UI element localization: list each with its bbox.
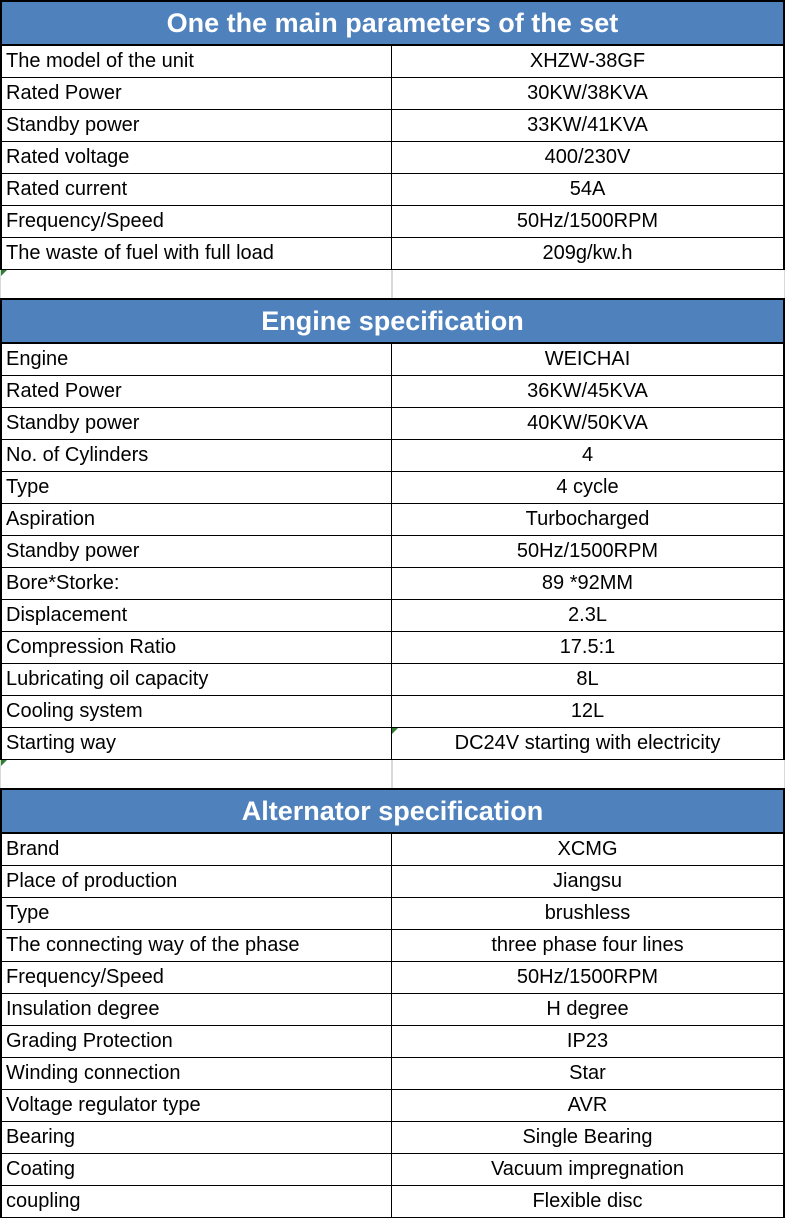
table-row <box>0 344 785 376</box>
table-row <box>0 1026 785 1058</box>
table-row <box>0 696 785 728</box>
table-row <box>0 78 785 110</box>
row-value: 4 cycle <box>392 472 785 504</box>
row-value: 33KW/41KVA <box>392 110 785 142</box>
table-row <box>0 600 785 632</box>
row-label: Type <box>0 472 392 504</box>
row-value: 17.5:1 <box>392 632 785 664</box>
blank-row <box>0 760 785 788</box>
row-value: 209g/kw.h <box>392 238 785 270</box>
row-label: Compression Ratio <box>0 632 392 664</box>
row-label: Place of production <box>0 866 392 898</box>
row-value: Single Bearing <box>392 1122 785 1154</box>
table-row <box>0 408 785 440</box>
row-value: IP23 <box>392 1026 785 1058</box>
blank-cell <box>0 760 392 788</box>
row-value: 50Hz/1500RPM <box>392 536 785 568</box>
row-label: coupling <box>0 1186 392 1218</box>
table-row <box>0 174 785 206</box>
row-label: Aspiration <box>0 504 392 536</box>
row-value: Star <box>392 1058 785 1090</box>
blank-row <box>0 270 785 298</box>
row-value: 36KW/45KVA <box>392 376 785 408</box>
table-row <box>0 472 785 504</box>
row-label: Frequency/Speed <box>0 962 392 994</box>
row-label: The waste of fuel with full load <box>0 238 392 270</box>
blank-cell <box>392 760 785 788</box>
row-label: Voltage regulator type <box>0 1090 392 1122</box>
table-row <box>0 834 785 866</box>
row-label: Standby power <box>0 110 392 142</box>
row-value: 4 <box>392 440 785 472</box>
row-label: Insulation degree <box>0 994 392 1026</box>
table-row <box>0 1122 785 1154</box>
row-value: 89 *92MM <box>392 568 785 600</box>
row-label: Coating <box>0 1154 392 1186</box>
row-value: 8L <box>392 664 785 696</box>
row-label: Starting way <box>0 728 392 760</box>
row-label: Winding connection <box>0 1058 392 1090</box>
row-value: 50Hz/1500RPM <box>392 962 785 994</box>
row-label: The connecting way of the phase <box>0 930 392 962</box>
table-row <box>0 728 785 760</box>
table-row <box>0 440 785 472</box>
row-value: Jiangsu <box>392 866 785 898</box>
table-row <box>0 898 785 930</box>
row-label: Rated current <box>0 174 392 206</box>
section-header-engine: Engine specification <box>0 298 785 344</box>
table-row <box>0 930 785 962</box>
section-header-alternator: Alternator specification <box>0 788 785 834</box>
row-label: Lubricating oil capacity <box>0 664 392 696</box>
row-value: 400/230V <box>392 142 785 174</box>
row-value: 30KW/38KVA <box>392 78 785 110</box>
row-value: DC24V starting with electricity <box>392 728 785 760</box>
row-label: The model of the unit <box>0 46 392 78</box>
row-value: brushless <box>392 898 785 930</box>
row-value: XHZW-38GF <box>392 46 785 78</box>
table-row <box>0 1186 785 1218</box>
table-row <box>0 1154 785 1186</box>
row-label: Brand <box>0 834 392 866</box>
row-label: Rated Power <box>0 376 392 408</box>
row-value: 40KW/50KVA <box>392 408 785 440</box>
table-row <box>0 376 785 408</box>
row-value: XCMG <box>392 834 785 866</box>
row-label: Bore*Storke: <box>0 568 392 600</box>
row-value: H degree <box>392 994 785 1026</box>
row-value: Vacuum impregnation <box>392 1154 785 1186</box>
table-row <box>0 1090 785 1122</box>
row-value: 12L <box>392 696 785 728</box>
blank-cell <box>392 270 785 298</box>
row-value: Flexible disc <box>392 1186 785 1218</box>
table-row <box>0 110 785 142</box>
row-label: No. of Cylinders <box>0 440 392 472</box>
row-value: Turbocharged <box>392 504 785 536</box>
row-label: Standby power <box>0 408 392 440</box>
table-row <box>0 46 785 78</box>
table-row <box>0 866 785 898</box>
table-row <box>0 142 785 174</box>
row-label: Frequency/Speed <box>0 206 392 238</box>
row-label: Cooling system <box>0 696 392 728</box>
row-value: 2.3L <box>392 600 785 632</box>
table-row <box>0 206 785 238</box>
row-value: 50Hz/1500RPM <box>392 206 785 238</box>
row-label: Standby power <box>0 536 392 568</box>
row-value: WEICHAI <box>392 344 785 376</box>
row-value: 54A <box>392 174 785 206</box>
table-row <box>0 664 785 696</box>
section-header-main-parameters: One the main parameters of the set <box>0 0 785 46</box>
table-row <box>0 536 785 568</box>
table-row <box>0 1058 785 1090</box>
row-label: Engine <box>0 344 392 376</box>
table-row <box>0 238 785 270</box>
table-row <box>0 962 785 994</box>
row-value: AVR <box>392 1090 785 1122</box>
table-row <box>0 504 785 536</box>
blank-cell <box>0 270 392 298</box>
row-value: three phase four lines <box>392 930 785 962</box>
row-label: Grading Protection <box>0 1026 392 1058</box>
row-label: Rated voltage <box>0 142 392 174</box>
table-row <box>0 994 785 1026</box>
row-label: Rated Power <box>0 78 392 110</box>
row-label: Displacement <box>0 600 392 632</box>
row-label: Bearing <box>0 1122 392 1154</box>
table-row <box>0 632 785 664</box>
row-label: Type <box>0 898 392 930</box>
table-row <box>0 568 785 600</box>
